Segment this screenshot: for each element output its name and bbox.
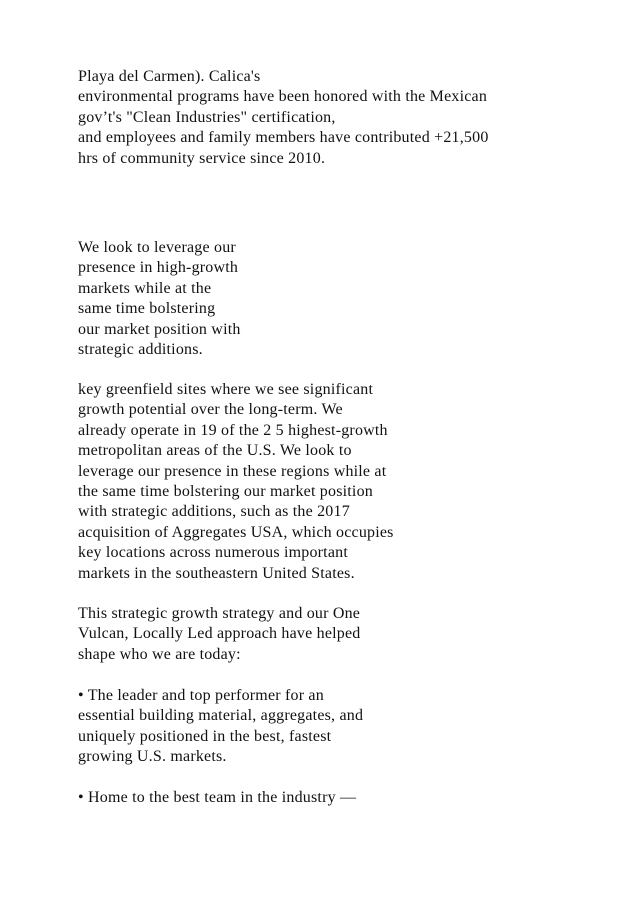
paragraph-growth-strategy: This strategic growth strategy and our One Vulcan, Locally Led approach have helped shape who we are today:: [78, 605, 361, 663]
paragraph-greenfield-sites: key greenfield sites where we see significant growth potential over the long-term. We already operate in 19 of the 2 5 highest-growth metropolitan areas of the U.S. We look to leverage our presence in these regions while at the same time bolstering our market position with strategic additions, such as the 2017 acquisition of Aggregates USA, which occupies key locations across numerous important markets in the southeastern United States.: [78, 381, 394, 582]
bullet-leader-top-performer: • The leader and top performer for an essential building material, aggregates, and uniquely positioned in the best, fastest growing U.S. markets.: [78, 687, 364, 766]
paragraph-calica-programs: Playa del Carmen). Calica's environmental programs have been honored with the Mexican gov’t's "Clean Industries" certification, and employees and family members have contributed +21,500 hrs of community service since 2010.: [78, 68, 489, 167]
bullet-best-team: • Home to the best team in the industry —: [78, 789, 357, 806]
paragraph-pull-quote: We look to leverage our presence in high-growth markets while at the same time bolstering our market position with strategic additions.: [78, 239, 241, 359]
